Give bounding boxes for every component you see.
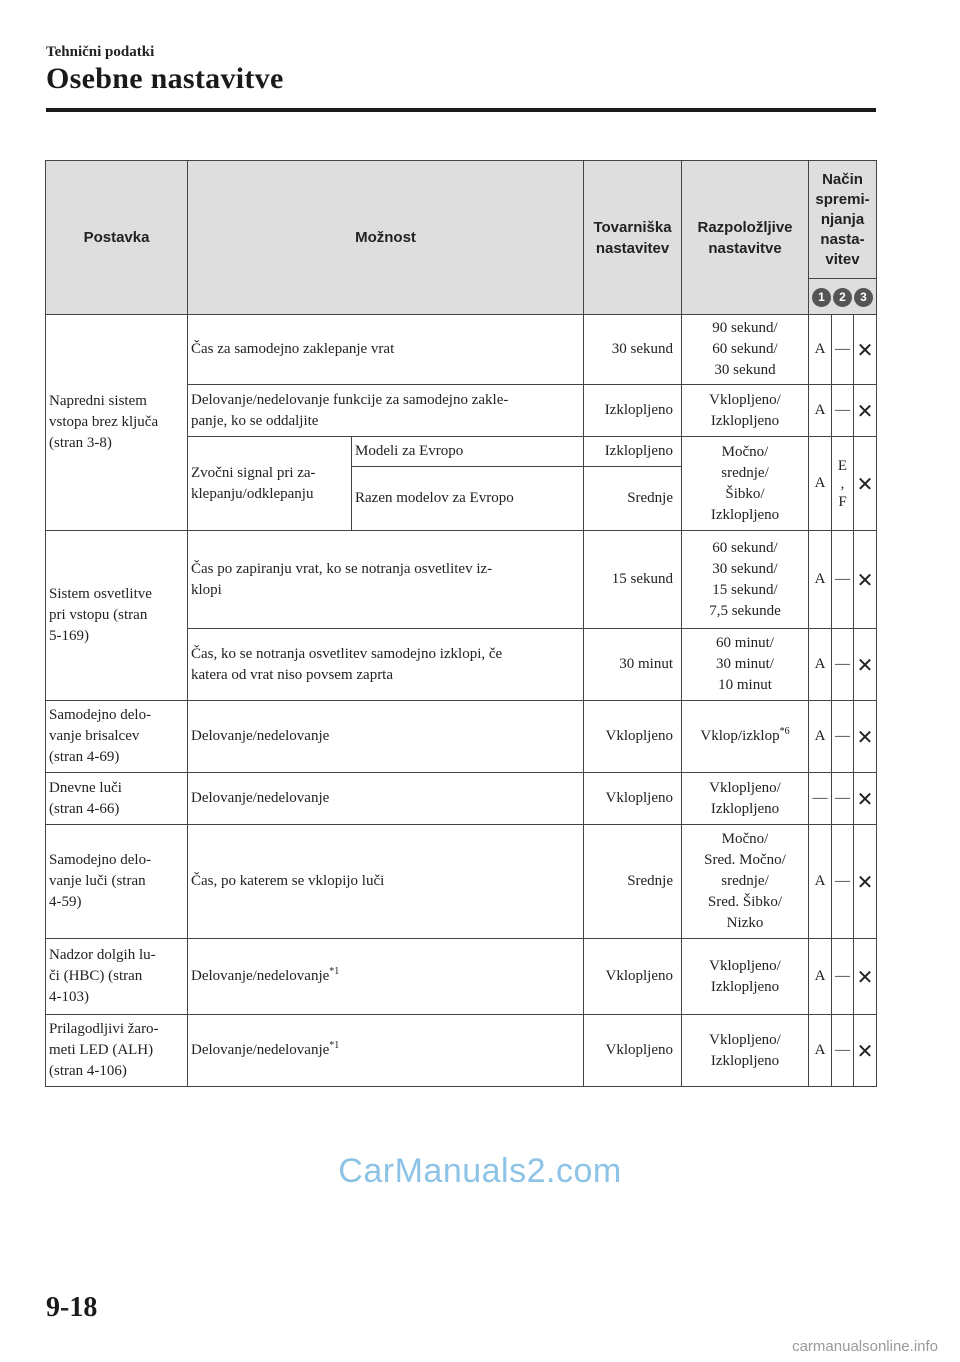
cell-mode-2: — xyxy=(832,629,854,701)
cell-item: Samodejno delo- vanje luči (stran 4-59) xyxy=(46,825,188,939)
table-row xyxy=(46,531,877,629)
table-row xyxy=(46,773,877,825)
cell-item: Sistem osvetlitve pri vstopu (stran 5-169) xyxy=(46,531,188,701)
cell-available: 60 sekund/ 30 sekund/ 15 sekund/ 7,5 sekunde xyxy=(682,531,809,629)
cell-mode-2: — xyxy=(832,315,854,385)
option-text: Delovanje/nedelovanje xyxy=(191,968,330,984)
cross-icon: ✕ xyxy=(854,385,877,437)
cell-option: Čas za samodejno zaklepanje vrat xyxy=(188,315,584,385)
cell-option: Delovanje/nedelovanje xyxy=(188,701,584,773)
cross-icon: ✕ xyxy=(854,531,877,629)
header-option: Možnost xyxy=(188,161,584,315)
footnote-marker: *6 xyxy=(779,726,790,737)
cross-icon: ✕ xyxy=(854,437,877,531)
cell-available: Vklopljeno/ Izklopljeno xyxy=(682,939,809,1015)
header-factory: Tovarniška nastavitev xyxy=(584,161,682,315)
header-available: Razpoložljive nastavitve xyxy=(682,161,809,315)
cell-option: Delovanje/nedelovanje funkcije za samodejno zakle- panje, ko se oddaljite xyxy=(188,385,584,437)
cell-mode-1: A xyxy=(809,437,832,531)
cell-mode-1: A xyxy=(809,939,832,1015)
cell-mode-2: — xyxy=(832,701,854,773)
cell-factory: Vklopljeno xyxy=(584,939,682,1015)
cell-mode-1: A xyxy=(809,825,832,939)
cell-factory: Vklopljeno xyxy=(584,701,682,773)
cell-mode-1: — xyxy=(809,773,832,825)
section-label: Tehnični podatki xyxy=(46,44,155,60)
cell-factory: Vklopljeno xyxy=(584,773,682,825)
cell-item: Napredni sistem vstopa brez ključa (stran 3-8) xyxy=(46,315,188,531)
footnote-marker: *1 xyxy=(329,1040,340,1051)
cross-icon: ✕ xyxy=(854,315,877,385)
header-mode: Način spremi- njanja nasta- vitev xyxy=(809,161,877,279)
cell-factory: Izklopljeno xyxy=(584,385,682,437)
cell-available: 60 minut/ 30 minut/ 10 minut xyxy=(682,629,809,701)
cell-mode-1: A xyxy=(809,315,832,385)
watermark: CarManuals2.com xyxy=(338,1152,622,1190)
cell-option: Čas, po katerem se vklopijo luči xyxy=(188,825,584,939)
cell-sub-option: Razen modelov za Evropo xyxy=(352,467,584,531)
cell-option: Zvočni signal pri za- klepanju/odklepanju xyxy=(188,437,352,531)
cell-mode-1: A xyxy=(809,385,832,437)
cell-option: Čas, ko se notranja osvetlitev samodejno izklopi, če katera od vrat niso povsem zaprta xyxy=(188,629,584,701)
cell-mode-2: — xyxy=(832,385,854,437)
cell-mode-2: — xyxy=(832,773,854,825)
header-item: Postavka xyxy=(46,161,188,315)
cell-item: Prilagodljivi žaro- meti LED (ALH) (stran 4-106) xyxy=(46,1015,188,1087)
table-row xyxy=(46,701,877,773)
cross-icon: ✕ xyxy=(854,1015,877,1087)
cross-icon: ✕ xyxy=(854,701,877,773)
cell-available: Močno/ srednje/ Šibko/ Izklopljeno xyxy=(682,437,809,531)
cell-available: Vklopljeno/ Izklopljeno xyxy=(682,385,809,437)
available-text: Vklop/izklop xyxy=(700,728,780,744)
table-row xyxy=(46,825,877,939)
site-watermark: carmanualsonline.info xyxy=(792,1338,938,1355)
cell-available: 90 sekund/ 60 sekund/ 30 sekund xyxy=(682,315,809,385)
cell-item: Nadzor dolgih lu- či (HBC) (stran 4-103) xyxy=(46,939,188,1015)
cell-option xyxy=(188,939,584,1015)
header-mode-badges xyxy=(809,279,877,315)
cell-mode-2: — xyxy=(832,531,854,629)
cell-item: Samodejno delo- vanje brisalcev (stran 4-69) xyxy=(46,701,188,773)
cell-mode-1: A xyxy=(809,701,832,773)
cell-available: Močno/ Sred. Močno/ srednje/ Sred. Šibko/ Nizko xyxy=(682,825,809,939)
page-number: 9-18 xyxy=(46,1292,98,1323)
page-title: Osebne nastavitve xyxy=(46,62,284,95)
cross-icon: ✕ xyxy=(854,939,877,1015)
cell-factory: 15 sekund xyxy=(584,531,682,629)
mode-badge-2: 2 xyxy=(833,288,852,307)
cell-option xyxy=(188,1015,584,1087)
cell-mode-1: A xyxy=(809,629,832,701)
footnote-marker: *1 xyxy=(329,966,340,977)
mode-badge-3: 3 xyxy=(854,288,873,307)
title-divider xyxy=(46,108,876,112)
cell-factory: Srednje xyxy=(584,825,682,939)
cell-mode-2: — xyxy=(832,1015,854,1087)
cell-mode-2: E , F xyxy=(832,437,854,531)
cross-icon: ✕ xyxy=(854,825,877,939)
cell-factory: 30 minut xyxy=(584,629,682,701)
cell-factory: Izklopljeno xyxy=(584,437,682,467)
mode-badge-1: 1 xyxy=(812,288,831,307)
cell-mode-1: A xyxy=(809,531,832,629)
cell-option: Delovanje/nedelovanje xyxy=(188,773,584,825)
cross-icon: ✕ xyxy=(854,629,877,701)
option-text: Delovanje/nedelovanje xyxy=(191,1042,330,1058)
cell-available: Vklopljeno/ Izklopljeno xyxy=(682,773,809,825)
cross-icon: ✕ xyxy=(854,773,877,825)
table-row xyxy=(46,939,877,1015)
table-row xyxy=(46,1015,877,1087)
cell-available xyxy=(682,701,809,773)
cell-factory: 30 sekund xyxy=(584,315,682,385)
cell-mode-2: — xyxy=(832,825,854,939)
cell-available: Vklopljeno/ Izklopljeno xyxy=(682,1015,809,1087)
cell-mode-1: A xyxy=(809,1015,832,1087)
cell-item: Dnevne luči (stran 4-66) xyxy=(46,773,188,825)
cell-sub-option: Modeli za Evropo xyxy=(352,437,584,467)
settings-table xyxy=(45,160,877,1087)
header-row xyxy=(46,161,877,279)
cell-option: Čas po zapiranju vrat, ko se notranja osvetlitev iz- klopi xyxy=(188,531,584,629)
cell-factory: Vklopljeno xyxy=(584,1015,682,1087)
table-row xyxy=(46,315,877,385)
cell-mode-2: — xyxy=(832,939,854,1015)
cell-factory: Srednje xyxy=(584,467,682,531)
